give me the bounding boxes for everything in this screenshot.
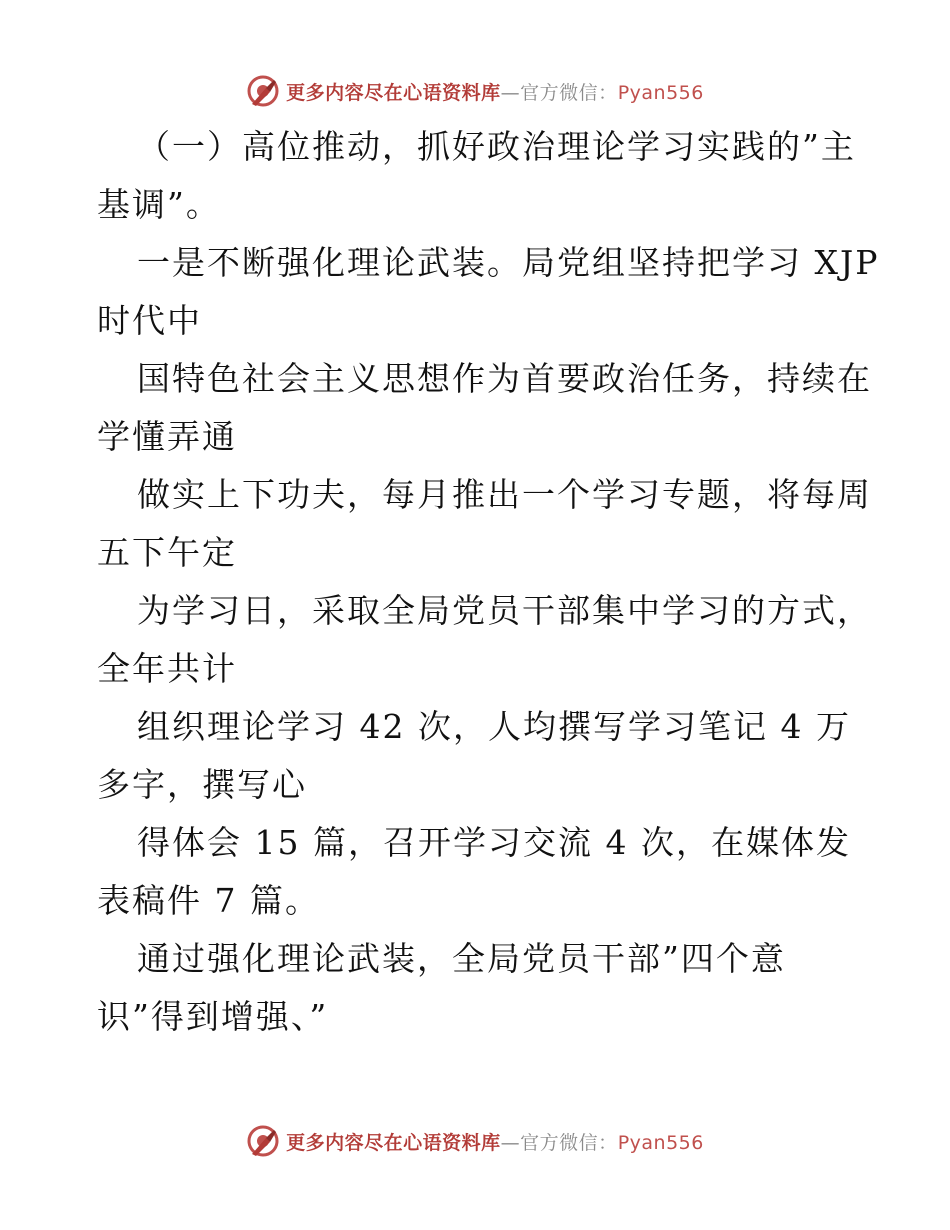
banner-wechat-id: Pyan556 xyxy=(617,1131,704,1154)
body-line: 时代中 xyxy=(97,301,202,340)
banner-wechat-id: Pyan556 xyxy=(617,81,704,104)
footer-banner xyxy=(0,1121,950,1161)
body-line: 表稿件 7 篇。 xyxy=(97,881,320,920)
banner-main-text: 更多内容尽在心语资料库 xyxy=(286,1131,501,1154)
banner-separator: — xyxy=(500,1131,521,1154)
banner-text xyxy=(286,78,704,105)
body-line: 全年共计 xyxy=(97,649,237,688)
pen-logo-icon xyxy=(246,74,280,108)
banner-official-label: 官方微信： xyxy=(520,1131,618,1154)
body-line: 学懂弄通 xyxy=(97,417,237,456)
header-banner xyxy=(0,71,950,111)
banner-text xyxy=(286,1128,704,1155)
body-line: 国特色社会主义思想作为首要政治任务，持续在 xyxy=(137,359,872,398)
body-line: （一）高位推动，抓好政治理论学习实践的”主 xyxy=(137,127,856,166)
body-line: 识”得到增强、” xyxy=(97,997,329,1036)
document-body xyxy=(97,118,880,1046)
body-line: 为学习日，采取全局党员干部集中学习的方式， xyxy=(137,591,872,630)
body-line: 通过强化理论武装，全局党员干部”四个意 xyxy=(137,939,786,978)
body-line: 组织理论学习 42 次，人均撰写学习笔记 4 万 xyxy=(137,707,851,746)
banner-separator: — xyxy=(500,81,521,104)
banner-main-text: 更多内容尽在心语资料库 xyxy=(286,81,501,104)
pen-logo-icon xyxy=(246,1124,280,1158)
body-line: 一是不断强化理论武装。局党组坚持把学习 XJP xyxy=(137,243,880,282)
body-line: 五下午定 xyxy=(97,533,237,572)
body-line: 基调”。 xyxy=(97,185,221,224)
banner-official-label: 官方微信： xyxy=(520,81,618,104)
body-line: 做实上下功夫，每月推出一个学习专题，将每周 xyxy=(137,475,872,514)
body-line: 得体会 15 篇，召开学习交流 4 次，在媒体发 xyxy=(137,823,851,862)
body-line: 多字，撰写心 xyxy=(97,765,307,804)
